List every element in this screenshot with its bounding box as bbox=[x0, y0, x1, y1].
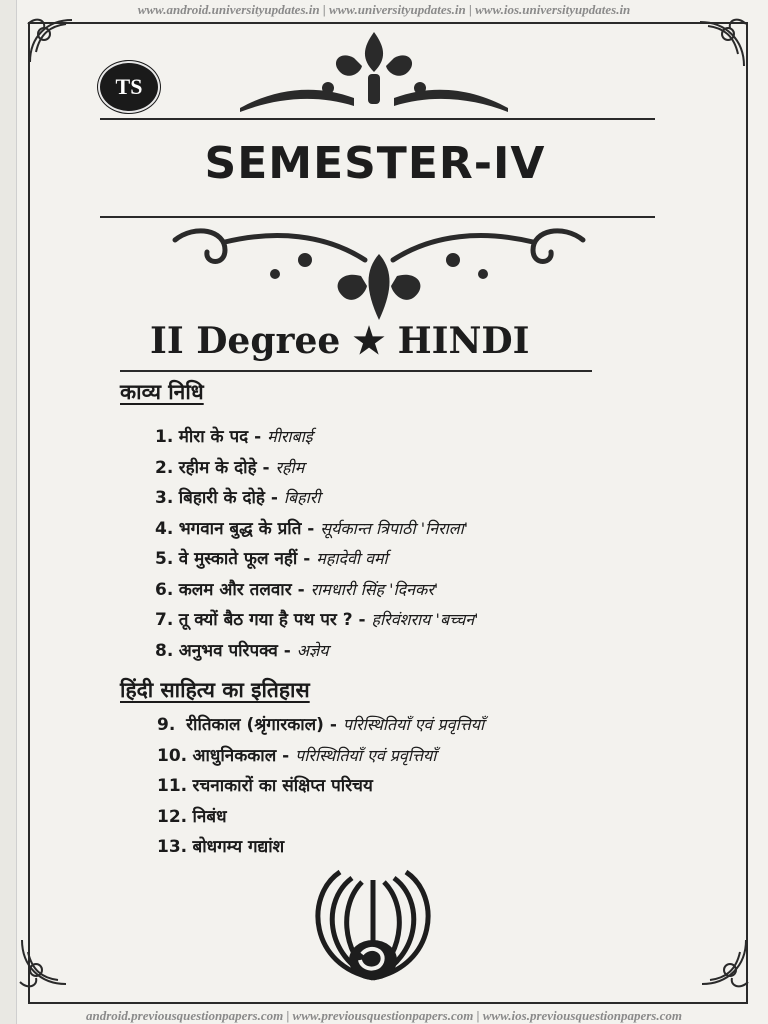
item-title: रचनाकारों का संक्षिप्त परिचय bbox=[192, 776, 373, 796]
watermark-bottom: android.previousquestionpapers.com | www.previousquestionpapers.com | www.ios.previousquestionpapers.com bbox=[86, 1008, 682, 1023]
divider-top bbox=[100, 118, 655, 120]
item-separator: - bbox=[264, 488, 284, 508]
list-item bbox=[157, 802, 484, 833]
item-number: 6. bbox=[155, 579, 174, 600]
middle-flourish-ornament bbox=[165, 220, 593, 326]
item-number: 12. bbox=[157, 806, 188, 827]
item-author: मीराबाई bbox=[267, 427, 313, 446]
item-title: तू क्यों बैठ गया है पथ पर ? bbox=[178, 610, 353, 630]
item-title: अनुभव परिपक्व bbox=[178, 640, 278, 661]
item-number: 8. bbox=[155, 640, 174, 661]
section-heading-sahitya-itihas: हिंदी साहित्य का इतिहास bbox=[120, 678, 310, 702]
item-author: बिहारी bbox=[283, 488, 321, 507]
corner-ornament-top-left bbox=[22, 12, 82, 72]
item-number: 1. bbox=[155, 427, 174, 447]
peacock-fan-emblem bbox=[300, 856, 446, 988]
item-separator: - bbox=[323, 715, 343, 735]
item-number: 3. bbox=[155, 488, 174, 508]
logo-text: TS bbox=[115, 74, 143, 99]
item-author: महादेवी वर्मा bbox=[316, 549, 388, 568]
item-number: 10. bbox=[157, 745, 188, 766]
item-separator: - bbox=[276, 745, 296, 766]
divider-middle bbox=[100, 216, 655, 218]
item-title: आधुनिककाल bbox=[192, 745, 277, 766]
item-author: परिस्थितियाँ एवं प्रवृत्तियाँ bbox=[295, 745, 437, 765]
item-title: रीतिकाल (श्रृंगारकाल) bbox=[186, 715, 324, 735]
item-separator: - bbox=[277, 640, 297, 661]
item-title: निबंध bbox=[192, 806, 227, 827]
item-separator: - bbox=[301, 518, 321, 539]
list-item bbox=[155, 575, 479, 606]
item-title: बिहारी के दोहे bbox=[178, 488, 265, 508]
section-heading-kavya-nidhi: काव्य निधि bbox=[120, 380, 204, 404]
list-item bbox=[157, 741, 484, 772]
list-item bbox=[155, 453, 479, 484]
list-item bbox=[155, 544, 479, 575]
divider-course bbox=[120, 370, 592, 372]
list-item bbox=[155, 514, 479, 545]
item-author: सूर्यकान्त त्रिपाठी 'निराला' bbox=[320, 518, 469, 538]
item-number: 13. bbox=[157, 837, 188, 857]
list-item bbox=[155, 636, 479, 667]
item-title: रहीम के दोहे bbox=[178, 457, 257, 478]
list-item bbox=[157, 710, 484, 741]
sahitya-itihas-list bbox=[157, 710, 484, 863]
list-item bbox=[155, 483, 479, 514]
item-number: 11. bbox=[157, 776, 188, 796]
item-separator: - bbox=[352, 610, 372, 630]
corner-ornament-bottom-left bbox=[14, 930, 78, 994]
list-item bbox=[157, 771, 484, 802]
item-author: हरिवंशराय 'बच्चन' bbox=[371, 610, 479, 629]
item-author: रामधारी सिंह 'दिनकर' bbox=[310, 579, 439, 599]
item-number: 5. bbox=[155, 549, 174, 569]
watermark-top: www.android.universityupdates.in | www.universityupdates.in | www.ios.universityupdates.in bbox=[137, 2, 631, 17]
item-number: 9. bbox=[157, 715, 176, 735]
item-title: वे मुस्काते फूल नहीं bbox=[178, 549, 298, 569]
item-number: 7. bbox=[155, 610, 174, 630]
item-separator: - bbox=[297, 549, 317, 569]
item-separator: - bbox=[256, 457, 276, 478]
page-edge-strip bbox=[0, 0, 17, 1024]
item-title: भगवान बुद्ध के प्रति bbox=[178, 518, 302, 539]
corner-ornament-top-right bbox=[688, 12, 752, 76]
top-flourish-ornament bbox=[236, 28, 512, 118]
course-title: II Degree ★ HINDI bbox=[150, 320, 530, 362]
item-number: 2. bbox=[155, 457, 174, 478]
item-author: रहीम bbox=[275, 457, 305, 477]
list-item bbox=[155, 422, 479, 453]
corner-ornament-bottom-right bbox=[690, 930, 754, 994]
item-title: बोधगम्य गद्यांश bbox=[192, 837, 285, 857]
item-author: अज्ञेय bbox=[296, 640, 329, 660]
semester-heading: SEMESTER-IV bbox=[204, 138, 546, 189]
kavya-nidhi-list bbox=[155, 422, 479, 666]
item-title: मीरा के पद bbox=[178, 427, 249, 447]
item-number: 4. bbox=[155, 518, 174, 539]
list-item bbox=[155, 605, 479, 636]
publisher-logo bbox=[98, 61, 160, 113]
item-separator: - bbox=[248, 427, 268, 447]
item-author: परिस्थितियाँ एवं प्रवृत्तियाँ bbox=[342, 715, 485, 734]
item-separator: - bbox=[291, 579, 311, 600]
item-title: कलम और तलवार bbox=[178, 579, 292, 600]
